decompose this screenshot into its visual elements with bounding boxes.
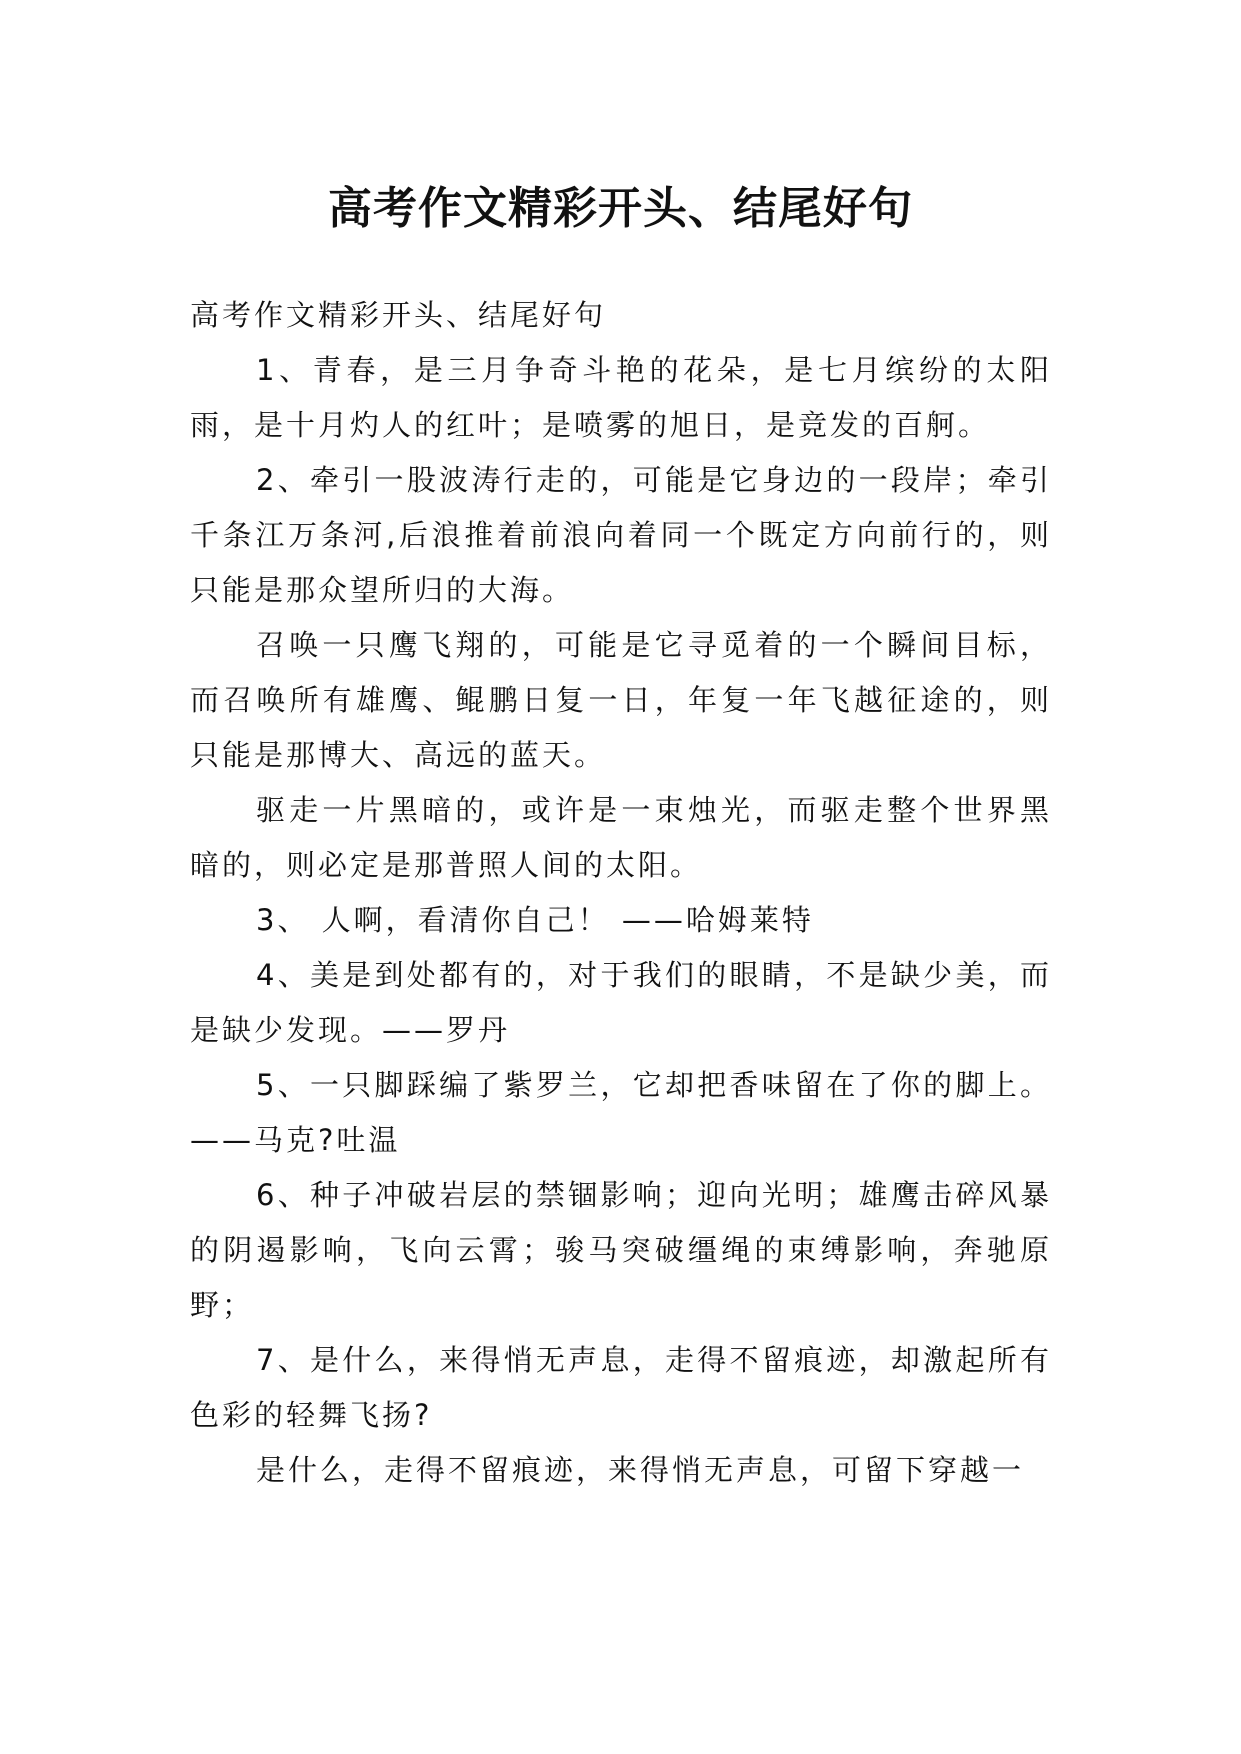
paragraph: 2、牵引一股波涛行走的，可能是它身边的一段岸；牵引千条江万条河,后浪推着前浪向着同一个既定方向前行的，则只能是那众望所归的大海。 [190, 463, 1052, 607]
paragraph: 驱走一片黑暗的，或许是一束烛光，而驱走整个世界黑暗的，则必定是那普照人间的太阳。 [190, 793, 1052, 882]
paragraph: 7、是什么，来得悄无声息，走得不留痕迹，却激起所有色彩的轻舞飞扬? [190, 1343, 1052, 1432]
document-title: 高考作文精彩开头、结尾好句 [328, 183, 913, 235]
paragraph: 3、 人啊，看清你自己！ ——哈姆莱特 [256, 903, 814, 937]
paragraph: 6、种子冲破岩层的禁锢影响；迎向光明；雄鹰击碎风暴的阴遏影响，飞向云霄；骏马突破缰绳的束缚影响，奔驰原野； [190, 1178, 1052, 1322]
paragraph: 4、美是到处都有的，对于我们的眼睛，不是缺少美，而是缺少发现。——罗丹 [190, 958, 1052, 1047]
paragraph-heading: 高考作文精彩开头、结尾好句 [190, 298, 607, 332]
paragraph: 1、青春，是三月争奇斗艳的花朵，是七月缤纷的太阳雨，是十月灼人的红叶；是喷雾的旭日，是竞发的百舸。 [190, 353, 1052, 442]
paragraph: 是什么，走得不留痕迹，来得悄无声息，可留下穿越一 [256, 1453, 1025, 1487]
document-body [190, 288, 1052, 1498]
paragraph: 召唤一只鹰飞翔的，可能是它寻觅着的一个瞬间目标，而召唤所有雄鹰、鲲鹏日复一日，年复一年飞越征途的，则只能是那博大、高远的蓝天。 [190, 628, 1052, 772]
paragraph: 5、一只脚踩编了紫罗兰，它却把香味留在了你的脚上。——马克?吐温 [190, 1068, 1052, 1157]
